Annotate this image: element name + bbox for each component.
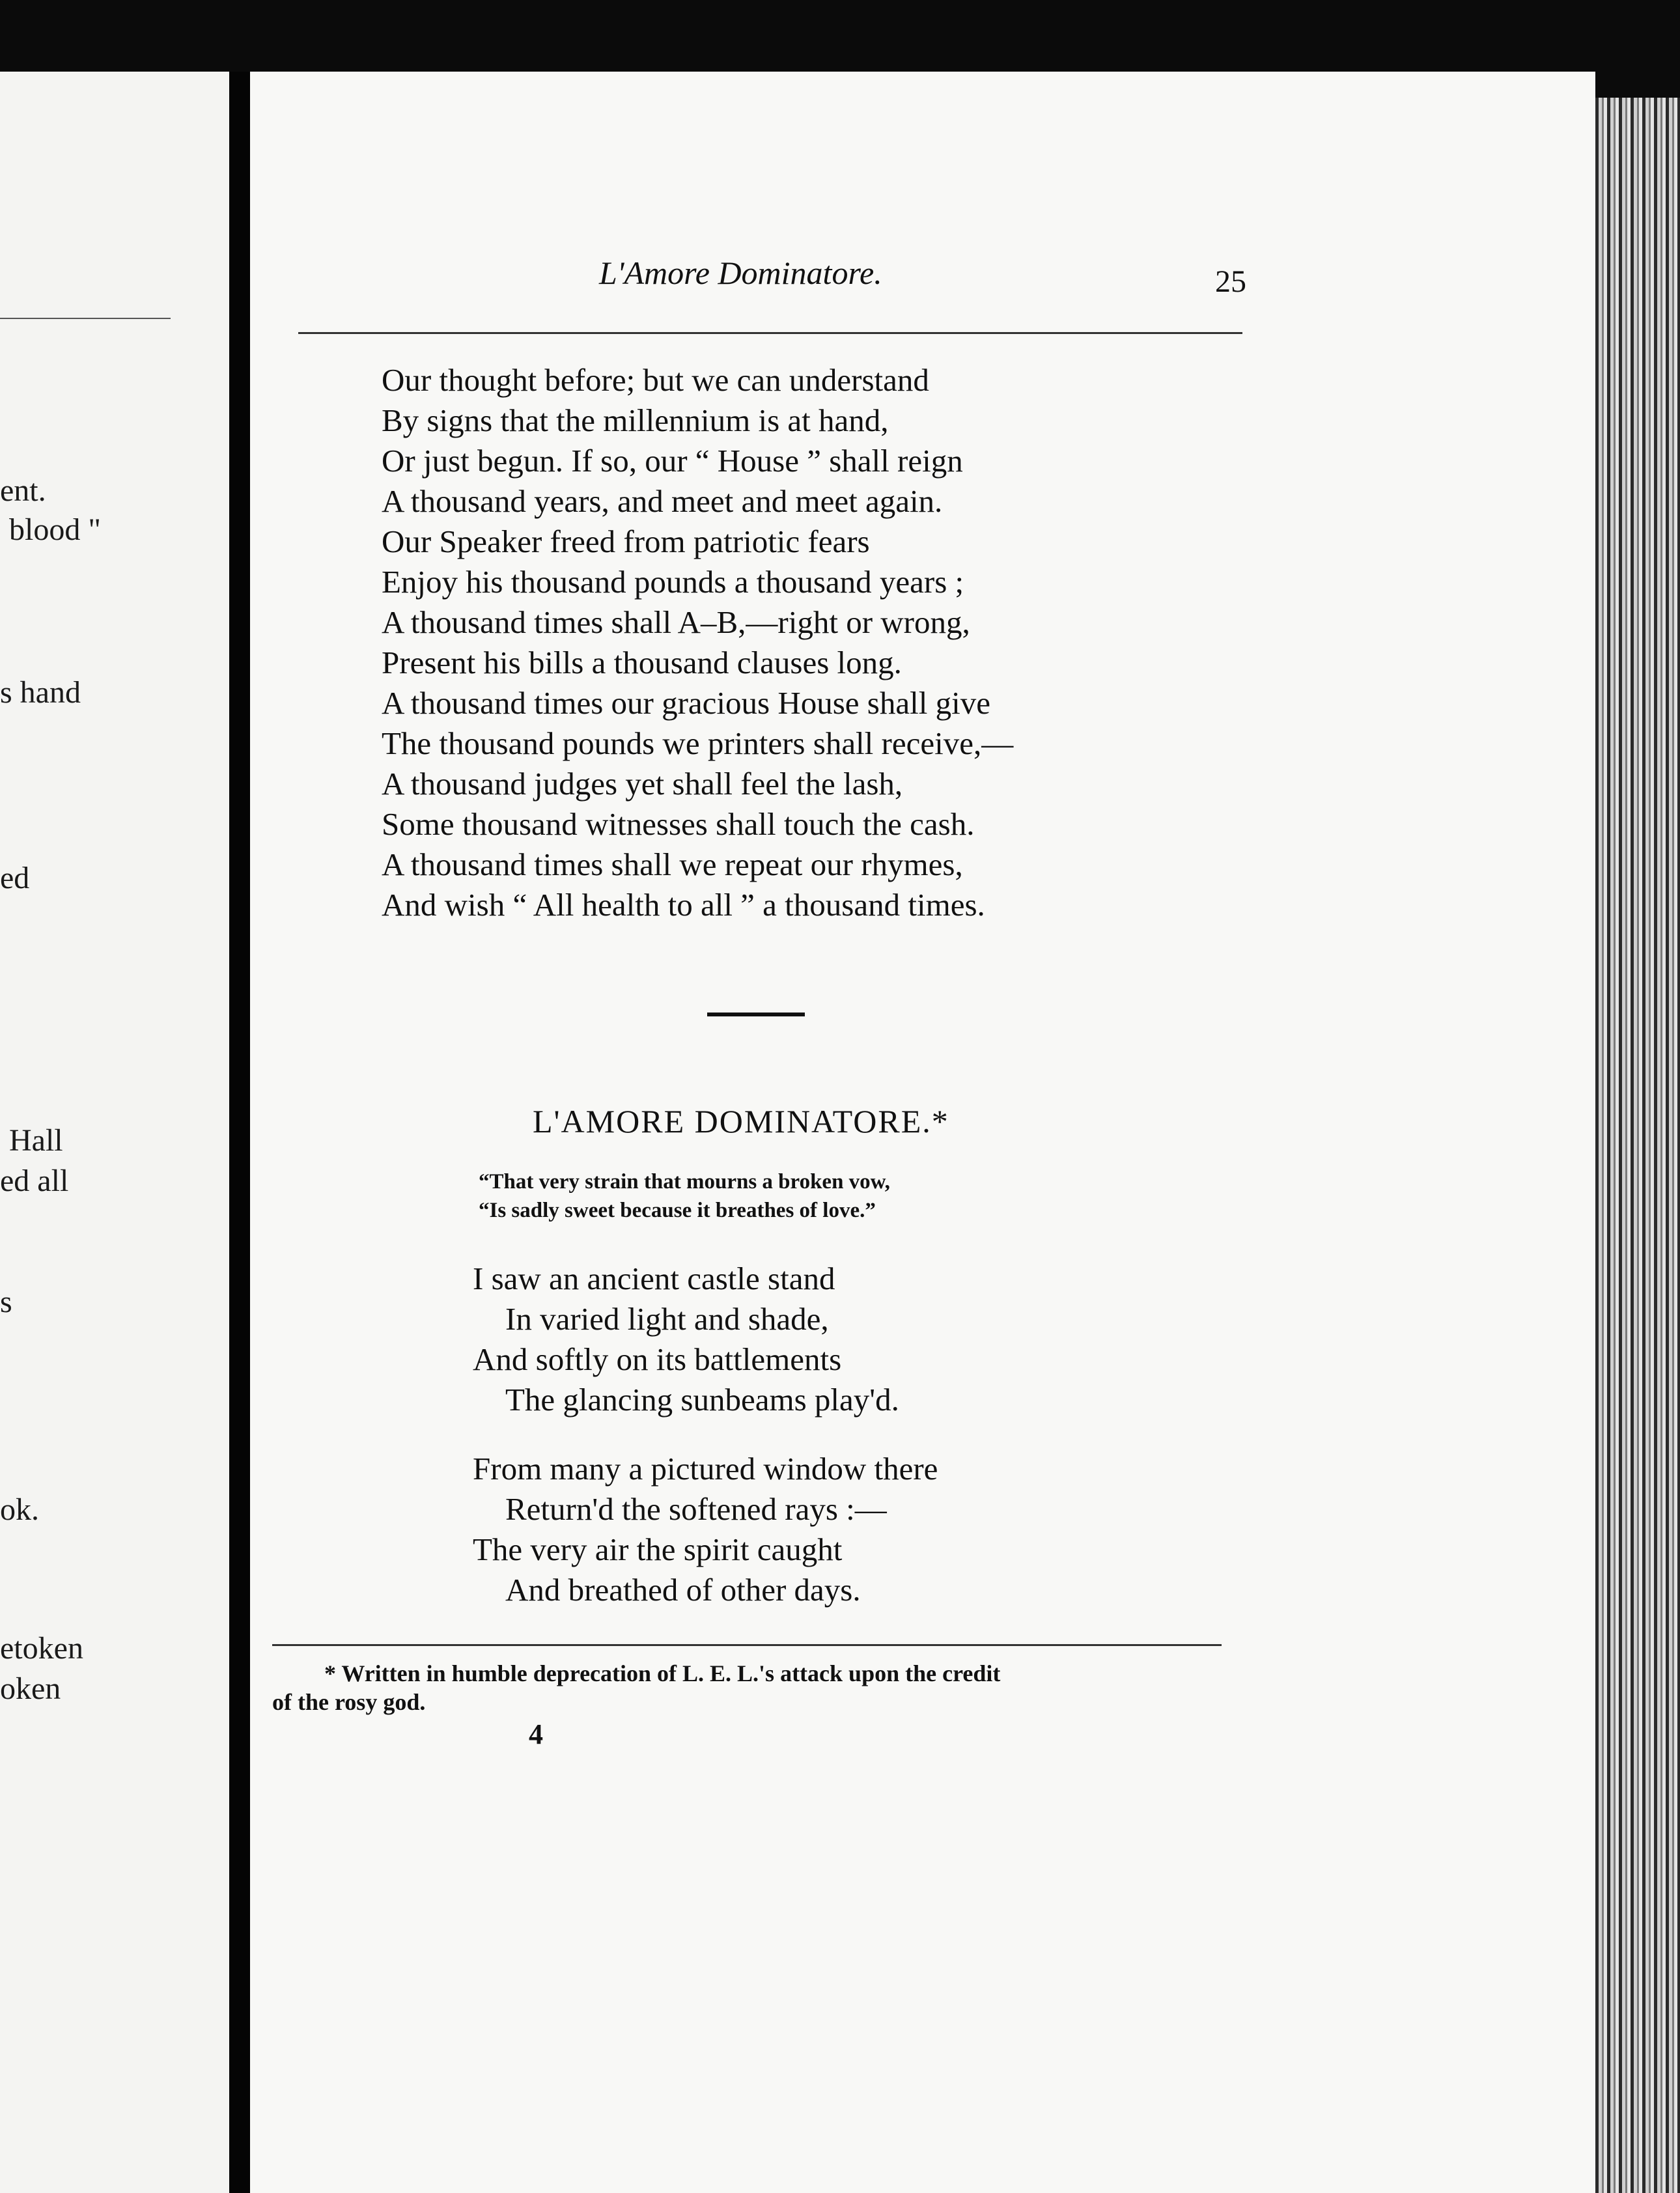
poem-line: The very air the spirit caught [473,1531,843,1567]
poem-line: Or just begun. If so, our “ House ” shall reign [382,443,963,479]
previous-page-text: ed [0,861,30,895]
stanza-break [473,1420,938,1449]
poem-title: L'AMORE DOMINATORE.* [533,1103,949,1139]
previous-page-text: ed all [0,1164,69,1198]
previous-page-text: etoken [0,1631,83,1666]
poem-line: From many a pictured window there [473,1451,938,1487]
poem-continuation [382,360,1013,925]
footnote-line: * Written in humble deprecation of L. E. L.'s attack upon the credit [324,1660,1001,1686]
poem-line: A thousand years, and meet and meet again. [382,483,943,519]
signature-mark: 4 [529,1718,543,1750]
poem-line: And breathed of other days. [505,1572,861,1608]
previous-page-text: Hall [9,1123,63,1158]
poem-line: Enjoy his thousand pounds a thousand years ; [382,564,964,600]
footnote-line: of the rosy god. [272,1689,426,1715]
poem-line: A thousand times shall we repeat our rhymes, [382,846,963,882]
running-head: L'Amore Dominatore. [599,255,882,291]
poem-line: Return'd the softened rays :— [505,1491,887,1527]
poem-line: Our thought before; but we can understand [382,362,929,398]
epigraph-line: “That very strain that mourns a broken vow, [479,1170,890,1194]
page-edges [1595,98,1680,2193]
poem-line: The thousand pounds we printers shall receive,— [382,725,1014,761]
book-gutter [229,72,250,2193]
previous-page-text: s hand [0,675,81,710]
poem-line: A thousand times our gracious House shall give [382,685,990,721]
poem-line: In varied light and shade, [505,1301,829,1337]
footnote-rule [272,1644,1222,1646]
section-separator [707,1013,805,1016]
previous-page-rule [0,318,171,319]
poem-line: Present his bills a thousand clauses long. [382,645,902,680]
footnote [272,1659,1222,1716]
previous-page-text: blood " [9,512,101,547]
previous-page-text: ent. [0,473,46,508]
poem-line: And softly on its battlements [473,1341,842,1377]
poem-line: Our Speaker freed from patriotic fears [382,524,870,559]
poem-line: A thousand judges yet shall feel the lash, [382,766,903,802]
epigraph-line: “Is sadly sweet because it breathes of love.” [479,1199,876,1222]
previous-page-text: oken [0,1671,61,1706]
poem-line: And wish “ All health to all ” a thousand times. [382,887,985,923]
poem-line: The glancing sunbeams play'd. [505,1382,899,1418]
poem-body [473,1259,938,1610]
page-number: 25 [1215,264,1246,299]
header-rule [298,332,1242,334]
previous-page-text: s [0,1285,12,1319]
poem-line: I saw an ancient castle stand [473,1261,835,1296]
poem-line: Some thousand witnesses shall touch the cash. [382,806,975,842]
epigraph [479,1167,890,1225]
previous-page-text: ok. [0,1492,39,1527]
poem-line: By signs that the millennium is at hand, [382,402,889,438]
poem-line: A thousand times shall A–B,—right or wrong, [382,604,970,640]
